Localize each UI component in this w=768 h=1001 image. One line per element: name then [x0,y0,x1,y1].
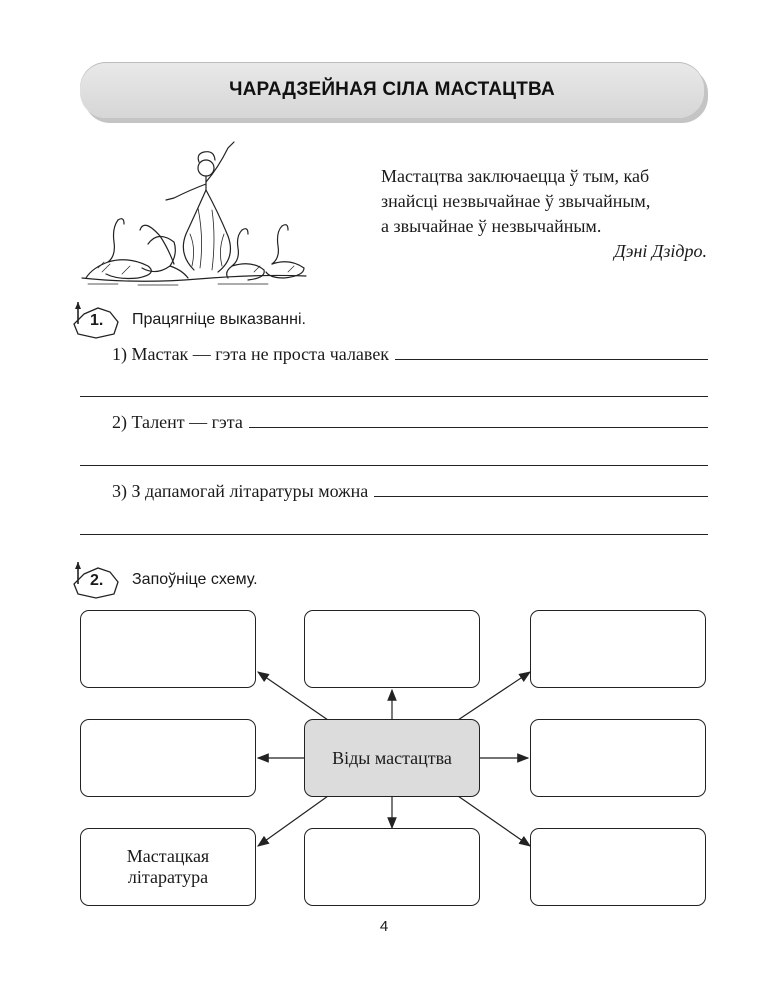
statement-prompt: 2) Талент — гэта [112,412,243,432]
scheme-box-empty[interactable] [530,610,706,688]
scheme-box-empty[interactable] [80,610,256,688]
answer-line-1 [112,344,708,365]
answer-blank-line[interactable] [80,396,708,397]
quote-author: Дэні Дзідро. [614,241,707,261]
page-title: ЧАРАДЗЕЙНАЯ СІЛА МАСТАЦТВА [229,79,555,100]
answer-blank[interactable] [249,427,708,428]
task-badge [68,300,124,340]
task-1-header [68,300,306,340]
scheme-box-filled [80,828,256,906]
scheme-box-empty[interactable] [304,828,480,906]
statement-prompt: 1) Мастак — гэта не проста чалавек [112,344,390,364]
statement-prompt: 3) З дапамогай літаратуры можна [112,481,369,501]
page-number: 4 [379,918,389,935]
scheme-center-label: Віды мастацтва [332,747,452,768]
scheme-box-empty[interactable] [304,610,480,688]
quote-line: а звычайнае ў незвычайным. [381,216,602,236]
task-2-header [68,560,258,600]
scheme-box-empty[interactable] [530,828,706,906]
answer-blank-line[interactable] [80,534,708,535]
epigraph-quote [381,164,711,264]
quote-line: знайсці незвычайнае ў звычайным, [381,191,651,211]
task-badge [68,560,124,600]
answer-blank[interactable] [395,359,708,360]
scheme-box-label: Мастацкая літаратура [126,846,210,887]
task-instruction: Працягніце выказванні. [132,311,306,328]
scheme-box-empty[interactable] [530,719,706,797]
scheme-center-box [304,719,480,797]
dancer-with-swans-illustration [78,138,310,288]
answer-blank[interactable] [374,496,708,497]
answer-blank-line[interactable] [80,465,708,466]
page-title-banner [80,62,704,118]
task-number: 1. [90,312,104,329]
scheme-box-empty[interactable] [80,719,256,797]
task-instruction: Запоўніце схему. [132,571,258,588]
answer-line-2 [112,412,708,433]
answer-line-3 [112,481,708,502]
task-number: 2. [90,572,104,589]
quote-line: Мастацтва заключаецца ў тым, каб [381,166,650,186]
